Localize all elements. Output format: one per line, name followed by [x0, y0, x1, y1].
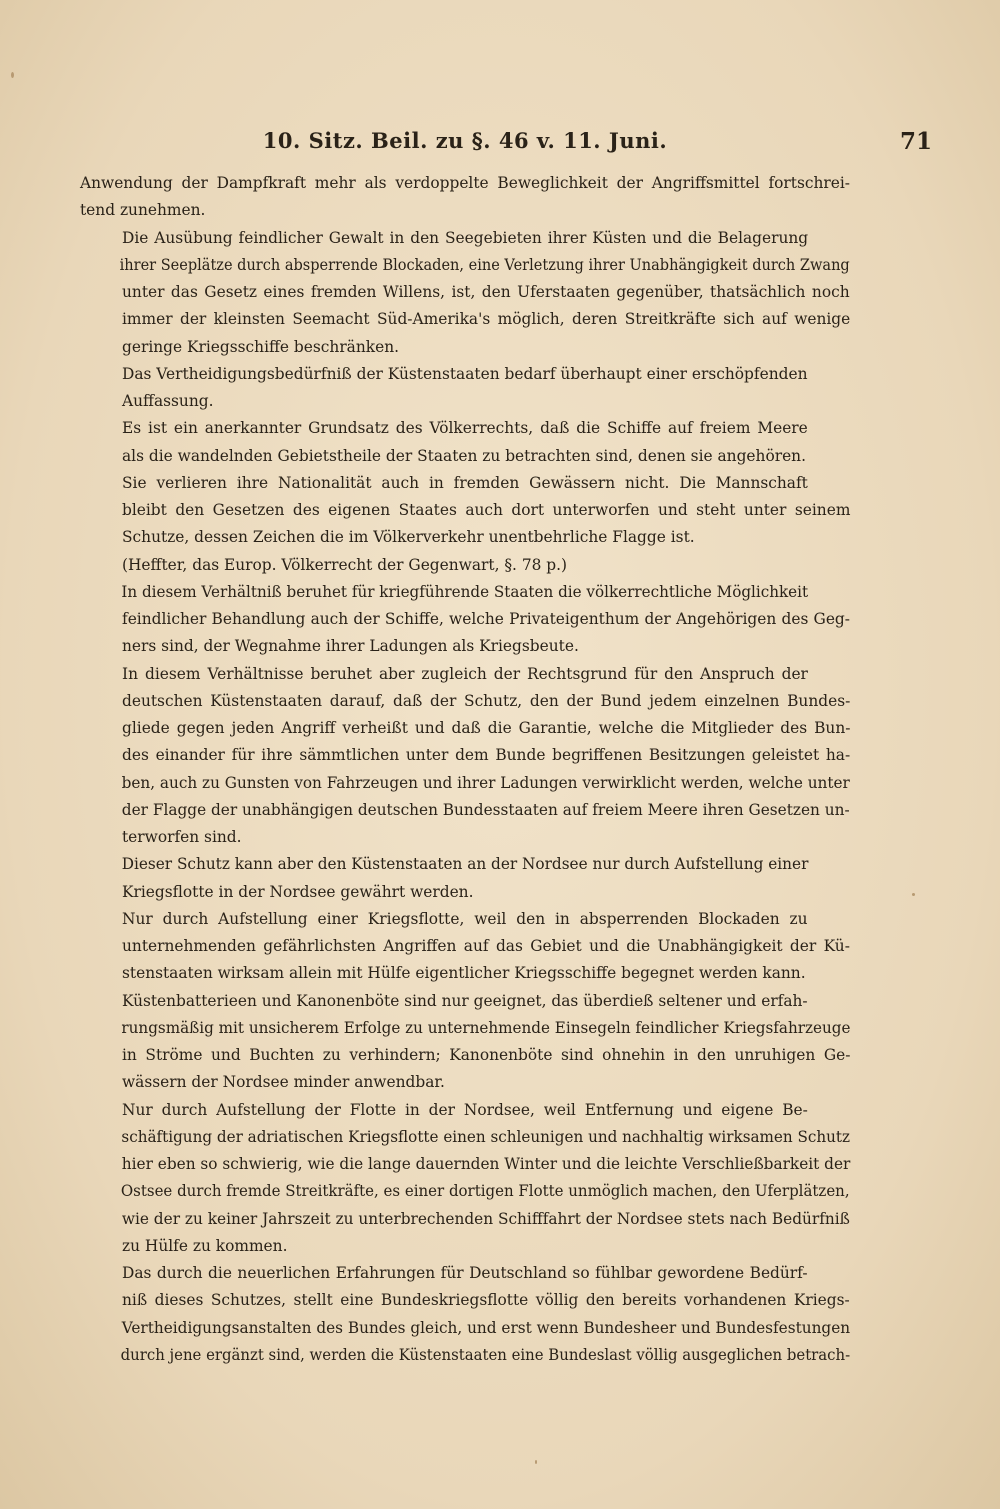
- text-line: wie der zu keiner Jahrszeit zu unterbrechenden Schifffahrt der Nordsee stets nach Bedürfniß: [121, 1209, 850, 1228]
- paragraph: [80, 470, 850, 552]
- text-line: deutschen Küstenstaaten darauf, daß der Schutz, den der Bund jedem einzelnen Bundes-: [122, 691, 851, 710]
- paper-speck: [912, 893, 915, 896]
- paragraph: [80, 225, 850, 361]
- text-line: schäftigung der adriatischen Kriegsflotte einen schleunigen und nachhaltig wirksamen Schutz: [121, 1127, 851, 1146]
- text-line: In diesem Verhältniß beruhet für kriegführende Staaten die völkerrechtliche Möglichkeit: [121, 582, 809, 601]
- running-head: 10. Sitz. Beil. zu §. 46 v. 11. Juni.: [262, 128, 668, 153]
- text-line: Anwendung der Dampfkraft mehr als verdoppelte Beweglichkeit der Angriffsmittel fortschrei-: [80, 174, 850, 192]
- text-line: durch jene ergänzt sind, werden die Küstenstaaten eine Bundeslast völlig ausgeglichen betrach-: [120, 1345, 851, 1364]
- text-line: in Ströme und Buchten zu verhindern; Kanonenböte sind ohnehin in den unruhigen Ge-: [122, 1046, 851, 1064]
- paragraph: [80, 1260, 850, 1369]
- text-line: immer der kleinsten Seemacht Süd-Amerika's möglich, deren Streitkräfte sich auf wenige: [122, 310, 851, 329]
- text-line: des einander für ihre sämmtlichen unter dem Bunde begriffenen Besitzungen geleistet ha-: [122, 746, 851, 765]
- text-line: (Heffter, das Europ. Völkerrecht der Gegenwart, §. 78 p.): [122, 555, 568, 574]
- text-line: unternehmenden gefährlichsten Angriffen auf das Gebiet und die Unabhängigkeit der Kü-: [122, 937, 850, 955]
- paragraph: [80, 906, 850, 988]
- page-header: [80, 128, 932, 158]
- text-line: wässern der Nordsee minder anwendbar.: [122, 1073, 445, 1092]
- text-line: Das durch die neuerlichen Erfahrungen für Deutschland so fühlbar gewordene Bedürf-: [122, 1264, 808, 1282]
- paragraph: [80, 361, 850, 416]
- text-line: Sie verlieren ihre Nationalität auch in fremden Gewässern nicht. Die Mannschaft: [122, 473, 808, 492]
- paper-speck: [535, 1460, 537, 1464]
- text-line: stenstaaten wirksam allein mit Hülfe eigentlicher Kriegsschiffe begegnet werden kann.: [122, 964, 806, 983]
- text-line: Küstenbatterieen und Kanonenböte sind nur geeignet, das überdieß seltener und erfah-: [121, 991, 808, 1010]
- text-line: als die wandelnden Gebietstheile der Staaten zu betrachten sind, denen sie angehören.: [122, 446, 806, 465]
- text-line: rungsmäßig mit unsicherem Erfolge zu unternehmende Einsegeln feindlicher Kriegsfahrzeuge: [121, 1018, 851, 1037]
- paragraph: [80, 988, 850, 1097]
- text-line: Kriegsflotte in der Nordsee gewährt werden.: [122, 882, 474, 901]
- text-line: geringe Kriegsschiffe beschränken.: [122, 337, 400, 356]
- text-line: tend zunehmen.: [80, 201, 206, 220]
- text-line: gliede gegen jeden Angriff verheißt und daß die Garantie, welche die Mitglieder des Bun-: [122, 719, 851, 737]
- text-line: Ostsee durch fremde Streitkräfte, es einer dortigen Flotte unmöglich machen, den Uferplätzen,: [120, 1182, 850, 1201]
- paper-speck: [11, 72, 14, 78]
- paragraph: [80, 1097, 850, 1261]
- paragraph: [80, 415, 850, 470]
- text-line: Vertheidigungsanstalten des Bundes gleich, und erst wenn Bundesheer und Bundesfestungen: [121, 1318, 851, 1337]
- text-line: In diesem Verhältnisse beruhet aber zugleich der Rechtsgrund für den Anspruch der: [122, 664, 808, 683]
- text-line: Es ist ein anerkannter Grundsatz des Völkerrechts, daß die Schiffe auf freiem Meere: [122, 419, 808, 438]
- text-line: niß dieses Schutzes, stellt eine Bundeskriegsflotte völlig den bereits vorhandenen Kriegs-: [122, 1291, 850, 1310]
- text-line: Nur durch Aufstellung der Flotte in der Nordsee, weil Entfernung und eigene Be-: [122, 1100, 808, 1119]
- text-line: ben, auch zu Gunsten von Fahrzeugen und ihrer Ladungen verwirklicht werden, welche unter: [121, 773, 850, 792]
- paragraph: [80, 552, 850, 579]
- text-line: Schutze, dessen Zeichen die im Völkerverkehr unentbehrliche Flagge ist.: [122, 528, 695, 547]
- paragraph: [80, 661, 850, 852]
- text-line: bleibt den Gesetzen des eigenen Staates auch dort unterworfen und steht unter seinem: [122, 501, 851, 519]
- paragraph: [80, 579, 850, 661]
- body-text: [80, 170, 850, 1369]
- text-line: Das Vertheidigungsbedürfniß der Küstenstaaten bedarf überhaupt einer erschöpfenden: [122, 364, 808, 383]
- text-line: der Flagge der unabhängigen deutschen Bundesstaaten auf freiem Meere ihren Gesetzen un-: [121, 800, 850, 819]
- text-line: Nur durch Aufstellung einer Kriegsflotte, weil den in absperrenden Blockaden zu: [122, 909, 808, 928]
- text-line: feindlicher Behandlung auch der Schiffe, welche Privateigenthum der Angehörigen des Geg-: [122, 610, 850, 628]
- paragraph: [80, 851, 850, 906]
- text-line: terworfen sind.: [122, 828, 242, 846]
- text-line: Auffassung.: [122, 392, 214, 410]
- text-line: ihrer Seeplätze durch absperrende Blockaden, eine Verletzung ihrer Unabhängigkeit durch Zwang: [119, 255, 850, 274]
- text-line: Dieser Schutz kann aber den Küstenstaaten an der Nordsee nur durch Aufstellung einer: [121, 855, 809, 874]
- text-line: Die Ausübung feindlicher Gewalt in den Seegebieten ihrer Küsten und die Belagerung: [122, 228, 809, 247]
- text-line: hier eben so schwierig, wie die lange dauernden Winter und die leichte Verschließbarkeit der: [121, 1155, 851, 1173]
- page-number: 71: [899, 128, 932, 155]
- text-line: unter das Gesetz eines fremden Willens, ist, den Uferstaaten gegenüber, thatsächlich noch: [122, 283, 850, 301]
- text-line: zu Hülfe zu kommen.: [122, 1236, 288, 1255]
- paragraph: [80, 170, 850, 225]
- text-line: ners sind, der Wegnahme ihrer Ladungen als Kriegsbeute.: [122, 637, 579, 656]
